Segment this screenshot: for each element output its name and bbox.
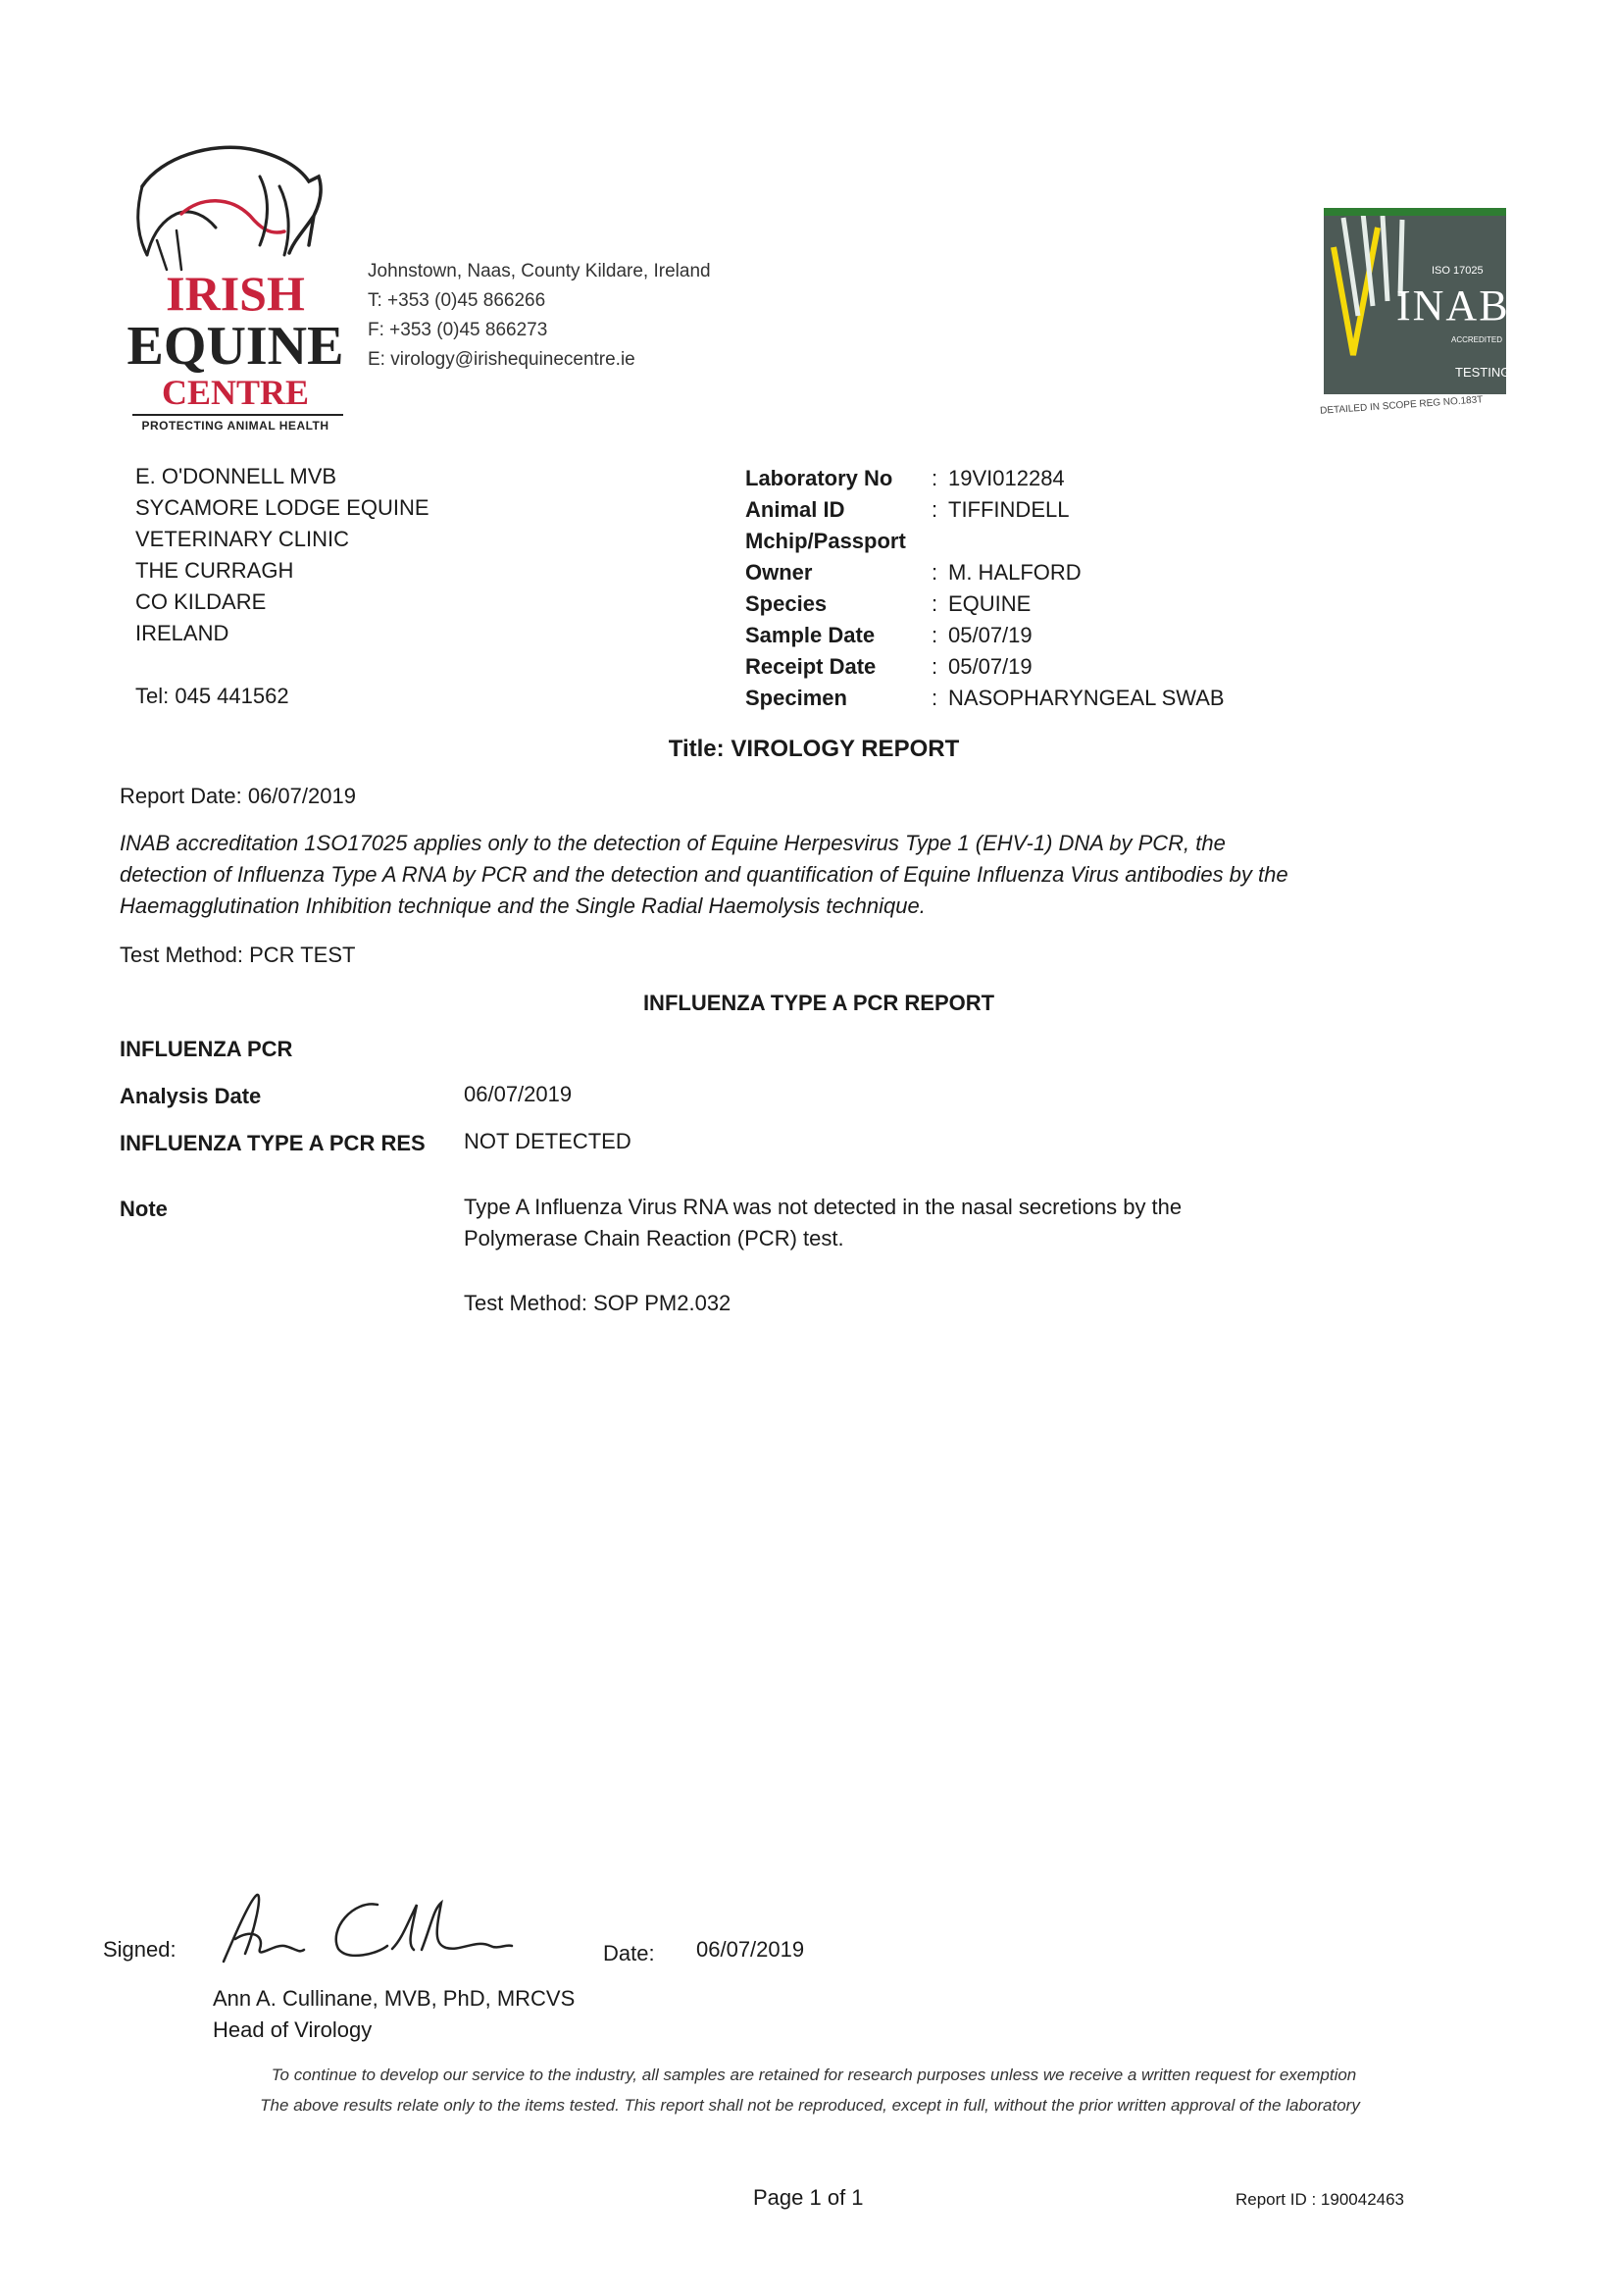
recipient-line: VETERINARY CLINIC — [135, 527, 350, 551]
receipt-date-value: 05/07/19 — [948, 654, 1033, 679]
accreditation-line: detection of Influenza Type A RNA by PCR and the detection and quantification of Equine Influenza Virus antibodies by the — [120, 862, 1288, 887]
result-label: INFLUENZA TYPE A PCR RES — [120, 1131, 426, 1155]
inab-accredited: ACCREDITED — [1451, 335, 1503, 344]
note-text — [464, 1192, 1182, 1254]
signature-image — [206, 1885, 520, 1973]
recipient-line: THE CURRAGH — [135, 558, 294, 583]
signed-label: Signed: — [103, 1937, 177, 1962]
species-value: EQUINE — [948, 591, 1032, 616]
colon: : — [932, 466, 938, 490]
colon: : — [932, 654, 938, 679]
report-title: Title: VIROLOGY REPORT — [668, 736, 960, 762]
colon: : — [932, 497, 938, 522]
signatory-role: Head of Virology — [213, 2017, 373, 2042]
inab-testing: TESTING — [1455, 365, 1511, 380]
section-title: INFLUENZA TYPE A PCR REPORT — [642, 991, 995, 1015]
note-test-method: Test Method: SOP PM2.032 — [464, 1291, 731, 1315]
sample-details — [745, 463, 1334, 718]
note-line: Type A Influenza Virus RNA was not detected in the nasal secretions by the — [464, 1195, 1183, 1219]
date-label: Date: — [603, 1941, 655, 1965]
inab-badge — [1319, 208, 1512, 422]
logo-rule — [132, 414, 343, 416]
report-date: Report Date: 06/07/2019 — [120, 784, 356, 808]
analysis-date-value: 06/07/2019 — [464, 1082, 573, 1106]
signature-date: 06/07/2019 — [696, 1937, 805, 1962]
recipient-line: SYCAMORE LODGE EQUINE — [135, 495, 429, 520]
page-number: Page 1 of 1 — [753, 2185, 864, 2210]
contact-address: Johnstown, Naas, County Kildare, Ireland — [368, 261, 711, 281]
recipient-tel: Tel: 045 441562 — [135, 684, 289, 708]
logo-irish: IRISH — [166, 266, 305, 321]
species-label: Species — [745, 591, 828, 616]
accreditation-statement — [120, 828, 1288, 922]
inab-name: INAB — [1396, 281, 1510, 330]
logo-tagline: PROTECTING ANIMAL HEALTH — [141, 419, 329, 433]
contact-fax: F: +353 (0)45 866273 — [368, 320, 548, 340]
test-method: Test Method: PCR TEST — [120, 943, 356, 967]
result-value: NOT DETECTED — [464, 1129, 631, 1153]
animal-id-label: Animal ID — [745, 497, 845, 522]
recipient-line: E. O'DONNELL MVB — [135, 464, 337, 488]
animal-id-value: TIFFINDELL — [948, 497, 1070, 522]
recipient-line: IRELAND — [135, 621, 229, 645]
colon: : — [932, 591, 938, 616]
mchip-passport-label: Mchip/Passport — [745, 529, 906, 553]
owner-label: Owner — [745, 560, 813, 585]
irish-equine-centre-logo — [123, 137, 348, 436]
footer-disclaimer-2: The above results relate only to the items tested. This report shall not be reproduced, except in full, without the prior written approval of the laboratory — [260, 2096, 1360, 2115]
sample-date-label: Sample Date — [745, 623, 876, 647]
logo-centre: CENTRE — [161, 373, 310, 412]
specimen-label: Specimen — [745, 686, 847, 710]
sample-date-value: 05/07/19 — [948, 623, 1033, 647]
signatory-name: Ann A. Cullinane, MVB, PhD, MRCVS — [213, 1986, 576, 2011]
laboratory-no-label: Laboratory No — [745, 466, 893, 490]
recipient-line: CO KILDARE — [135, 589, 267, 614]
colon: : — [932, 686, 938, 710]
inab-reg: DETAILED IN SCOPE REG NO.183T — [1319, 394, 1484, 417]
receipt-date-label: Receipt Date — [745, 654, 877, 679]
horse-icon — [123, 137, 348, 275]
colon: : — [932, 623, 938, 647]
contact-email: E: virology@irishequinecentre.ie — [368, 349, 635, 370]
accreditation-line: Haemagglutination Inhibition technique and the Single Radial Haemolysis technique. — [120, 893, 926, 918]
inab-iso: ISO 17025 — [1432, 265, 1484, 277]
laboratory-no-value: 19VI012284 — [948, 466, 1065, 490]
logo-equine: EQUINE — [126, 316, 344, 377]
footer-disclaimer-1: To continue to develop our service to the industry, all samples are retained for research purposes unless we receive a written request for exemption — [271, 2066, 1357, 2084]
analysis-date-label: Analysis Date — [120, 1084, 262, 1108]
accreditation-line: INAB accreditation 1SO17025 applies only to the detection of Equine Herpesvirus Type 1 (EHV-1) DNA by PCR, the — [120, 831, 1226, 855]
specimen-value: NASOPHARYNGEAL SWAB — [948, 686, 1225, 710]
colon: : — [932, 560, 938, 585]
note-label: Note — [120, 1197, 168, 1221]
note-line: Polymerase Chain Reaction (PCR) test. — [464, 1226, 844, 1250]
report-id: Report ID : 190042463 — [1236, 2190, 1405, 2209]
owner-value: M. HALFORD — [948, 560, 1082, 585]
contact-phone: T: +353 (0)45 866266 — [368, 290, 546, 311]
subsection-title: INFLUENZA PCR — [120, 1037, 293, 1061]
